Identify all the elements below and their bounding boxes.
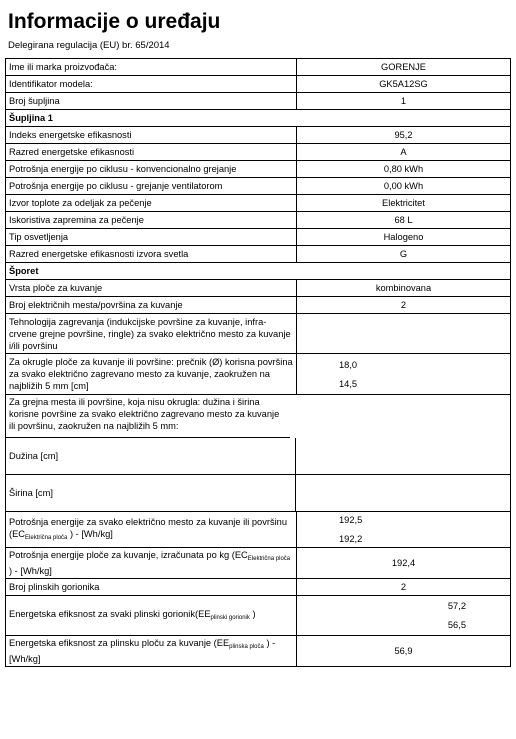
ec-zone-label-sub: Električna ploča	[25, 534, 68, 541]
table-row	[6, 354, 511, 395]
volume-value: 68 L	[297, 212, 511, 229]
model-value: GK5A12SG	[297, 76, 511, 93]
eei-value: 95,2	[297, 127, 511, 144]
table-row	[6, 512, 511, 548]
gas-burners-label: Broj plinskih gorionika	[6, 579, 297, 596]
page-title: Informacije o uređaju	[8, 10, 221, 33]
ee-burner-label-sub: plinski gorionik	[210, 614, 250, 621]
ee-hob-label-main: Energetska efiksnost za plinsku ploču za kuvanje (EE	[9, 638, 230, 648]
table-row	[6, 395, 511, 512]
volume-label: Iskoristiva zapremina za pečenje	[6, 212, 297, 229]
table-row	[6, 76, 511, 93]
table-row	[6, 246, 511, 263]
brand-value: GORENJE	[297, 59, 511, 76]
gas-burners-value: 2	[297, 579, 511, 596]
ee-hob-label	[6, 636, 297, 667]
table-row	[6, 438, 510, 475]
heat-source-label: Izvor toplote za odeljak za pečenje	[6, 195, 297, 212]
regulation-subtitle: Delegirana regulacija (EU) br. 65/2014	[8, 40, 170, 51]
ec-zone-values	[297, 512, 511, 548]
ec-hob-label-main: Potrošnja energije ploče za kuvanje, izračunata po kg (EC	[9, 550, 248, 560]
hob-type-value: kombinovana	[297, 280, 511, 297]
noncircular-label: Za grejna mesta ili površine, koja nisu okrugla: dužina i širina korisne površine za svako električno zagrevano mesto za kuvanje ili površinu, zaokružen na najbližih 5 mm:	[6, 395, 290, 438]
zones-value: 2	[297, 297, 511, 314]
table-row	[6, 161, 511, 178]
ee-burner-value-2: 56,5	[447, 620, 466, 630]
ee-burner-values	[297, 596, 511, 636]
noncircular-dimensions	[6, 438, 510, 511]
diameter-value-2: 14,5	[339, 378, 358, 389]
cavities-label: Broj šupljina	[6, 93, 297, 110]
table-row	[6, 548, 511, 579]
ec-zone-label-tail: ) - [Wh/kg]	[69, 528, 113, 539]
ee-burner-label	[6, 596, 297, 636]
light-type-label: Tip osvetljenja	[6, 229, 297, 246]
ee-burner-label-tail: )	[252, 608, 256, 619]
table-row	[6, 297, 511, 314]
diameter-label: Za okrugle ploče za kuvanje ili površine: prečnik (Ø) korisna površina za svako električno zagrevano mesto za kuvanje, zaokružen na najbližih 5 mm [cm]	[6, 354, 297, 395]
length-value	[296, 438, 511, 475]
table-row	[6, 280, 511, 297]
heating-technology-label: Tehnologija zagrevanja (indukcijske površine za kuvanje, infra-crvene grejne površine, ringle) za svako električno mesto za kuvanje i/ili površinu	[6, 314, 297, 354]
light-class-label: Razred energetske efikasnosti izvora svetla	[6, 246, 297, 263]
noncircular-block	[6, 395, 511, 512]
ee-hob-label-tail: ) - [Wh/kg]	[9, 638, 276, 664]
ee-hob-value: 56,9	[297, 636, 511, 667]
table-row	[6, 314, 511, 354]
table-row	[6, 127, 511, 144]
section-header-row	[6, 110, 511, 127]
ec-hob-value: 192,4	[297, 548, 511, 579]
table-row	[6, 212, 511, 229]
section-header-row	[6, 263, 511, 280]
conventional-consumption-value: 0,80 kWh	[297, 161, 511, 178]
table-row	[6, 636, 511, 667]
product-info-table	[5, 58, 511, 667]
energy-class-value: A	[297, 144, 511, 161]
zones-label: Broj električnih mesta/površina za kuvanje	[6, 297, 297, 314]
fan-consumption-label: Potrošnja energije po ciklusu - grejanje ventilatorom	[6, 178, 297, 195]
ec-zone-value-1: 192,5	[339, 515, 363, 525]
heat-source-value: Elektricitet	[297, 195, 511, 212]
model-label: Identifikator modela:	[6, 76, 297, 93]
diameter-value-1: 18,0	[339, 359, 358, 370]
light-class-value: G	[297, 246, 511, 263]
ee-hob-label-sub: plinska ploča	[229, 644, 264, 650]
eei-label: Indeks energetske efikasnosti	[6, 127, 297, 144]
fan-consumption-value: 0,00 kWh	[297, 178, 511, 195]
width-value	[296, 475, 511, 512]
ec-zone-label-main: Potrošnja energije za svako električno mesto za kuvanje ili površinu (EC	[9, 516, 288, 539]
energy-class-label: Razred energetske efikasnosti	[6, 144, 297, 161]
table-row	[6, 195, 511, 212]
table-row	[6, 596, 511, 636]
table-row	[6, 178, 511, 195]
ec-hob-label-tail: ) - [Wh/kg]	[9, 566, 52, 576]
table-row	[6, 579, 511, 596]
hob-type-label: Vrsta ploče za kuvanje	[6, 280, 297, 297]
table-row	[6, 144, 511, 161]
length-label: Dužina [cm]	[9, 451, 59, 461]
conventional-consumption-label: Potrošnja energije po ciklusu - konvencionalno grejanje	[6, 161, 297, 178]
heating-technology-value	[297, 314, 511, 354]
cavities-value: 1	[297, 93, 511, 110]
section-hob-heading: Šporet	[6, 263, 511, 280]
ec-hob-label	[6, 548, 297, 579]
ec-zone-value-2: 192,2	[339, 534, 363, 544]
table-row	[6, 229, 511, 246]
ee-burner-value-1: 57,2	[447, 601, 466, 611]
section-cavity-heading: Šupljina 1	[6, 110, 511, 127]
ec-zone-label	[6, 512, 297, 548]
table-row	[6, 59, 511, 76]
table-row	[6, 475, 510, 512]
diameter-values	[297, 354, 511, 395]
brand-label: Ime ili marka proizvođača:	[6, 59, 297, 76]
width-label: Širina [cm]	[6, 475, 296, 512]
ec-hob-label-sub: Električna ploča	[247, 556, 291, 562]
ee-burner-label-main: Energetska efiksnost za svaki plinski gorionik(EE	[9, 608, 211, 619]
light-type-value: Halogeno	[297, 229, 511, 246]
table-row	[6, 93, 511, 110]
